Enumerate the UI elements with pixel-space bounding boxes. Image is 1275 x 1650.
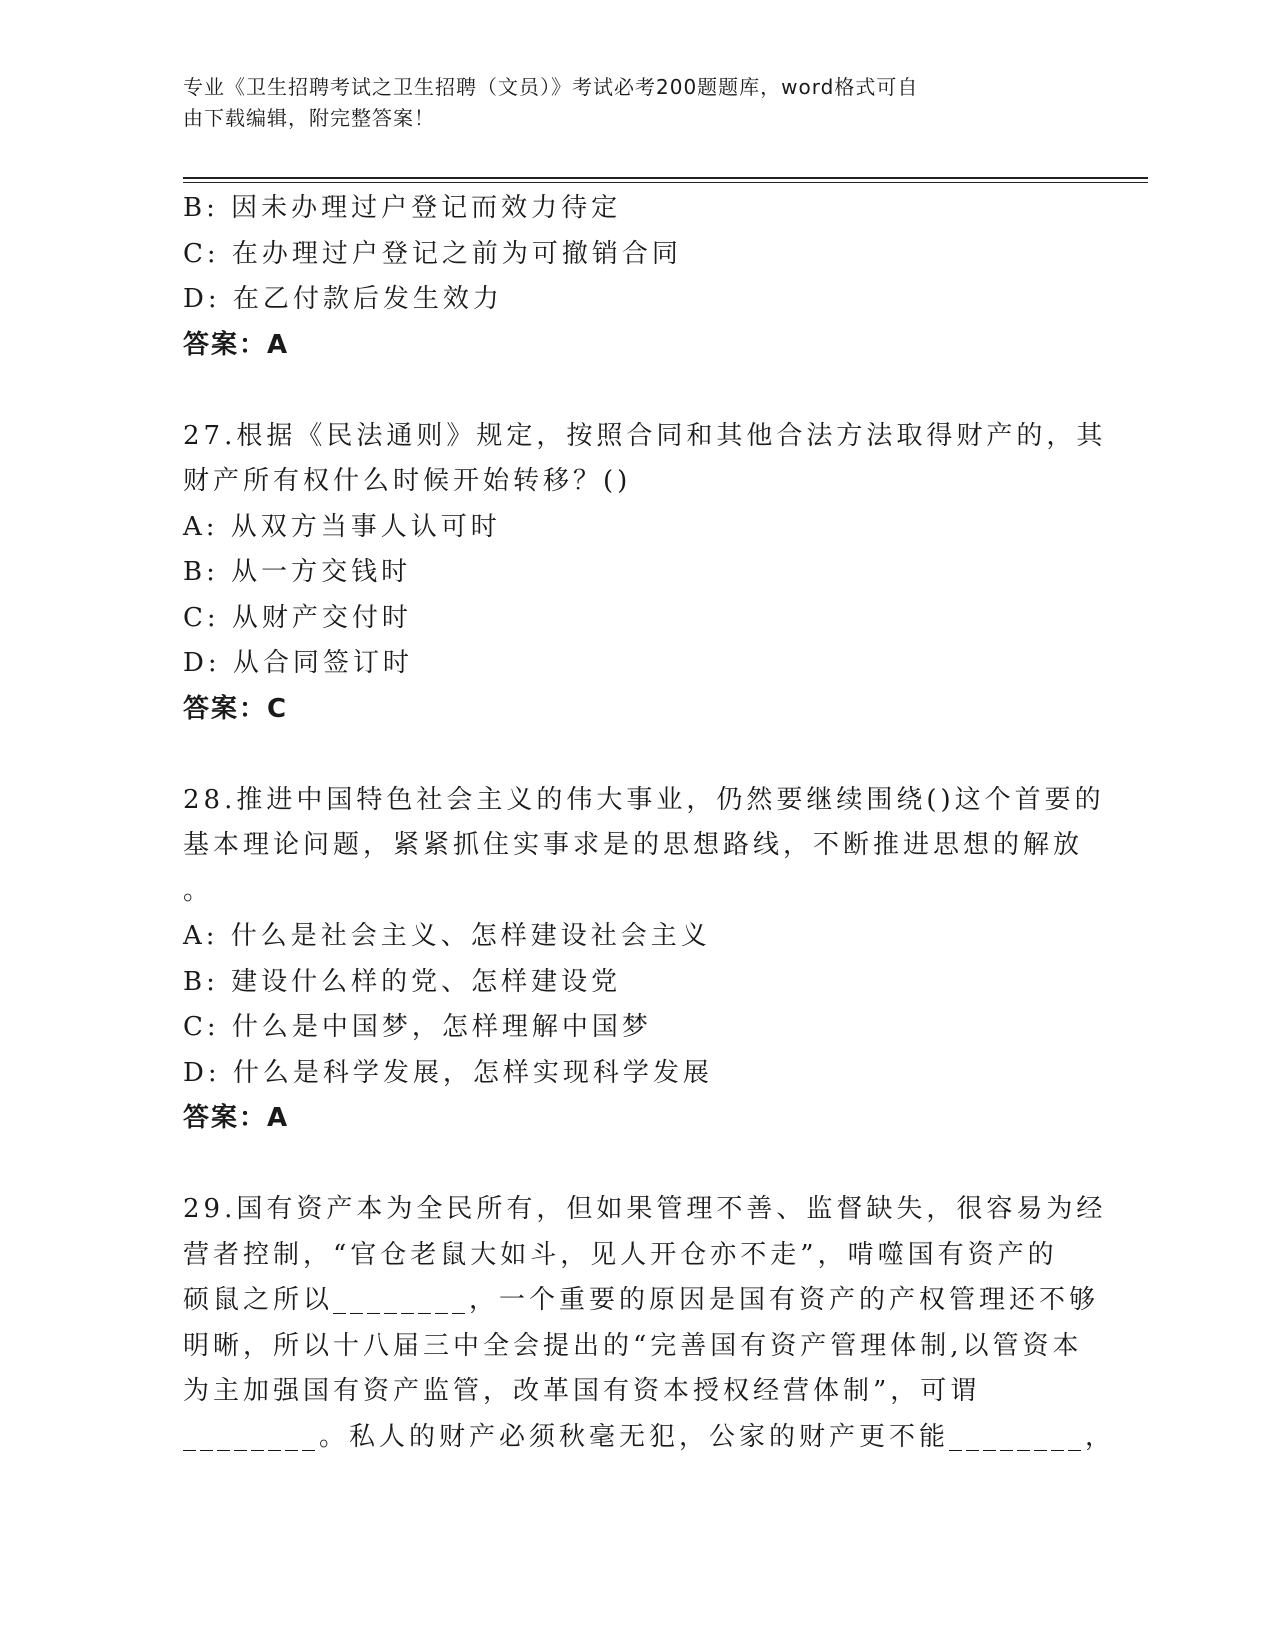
option-a: A: 什么是社会主义、怎样建设社会主义 [183, 921, 711, 951]
header-rule-thick [183, 177, 1148, 179]
answer-line: 答案：C [183, 693, 289, 724]
option-a: A: 从双方当事人认可时 [183, 511, 501, 542]
question-stem-line: 27.根据《民法通则》规定，按照合同和其他合法方法取得财产的，其 [183, 420, 1107, 451]
answer-line: 答案：A [183, 329, 290, 360]
question-stem-line: 财产所有权什么时候开始转移？() [183, 466, 632, 496]
question-stem-line: 28.推进中国特色社会主义的伟大事业，仍然要继续围绕()这个首要的 [183, 784, 1105, 815]
header-rule-thin [183, 182, 1148, 183]
question-stem-line: 29.国有资产本为全民所有，但如果管理不善、监督缺失，很容易为经 [183, 1194, 1107, 1224]
previous-question [183, 186, 1083, 368]
question-stem-line: ________。私人的财产必须秋毫无犯，公家的财产更不能________， [183, 1421, 1116, 1452]
option-b: B: 建设什么样的党、怎样建设党 [183, 966, 622, 997]
option-b: B: 从一方交钱时 [183, 557, 412, 587]
question-27 [183, 414, 1107, 733]
question-stem-line: 。 [183, 875, 214, 906]
option-d: D: 在乙付款后发生效力 [183, 284, 503, 314]
question-content [183, 186, 1116, 1460]
question-28 [183, 778, 1105, 1142]
question-stem-line: 硕鼠之所以________，一个重要的原因是国有资产的产权管理还不够 [183, 1285, 1100, 1315]
question-stem-line: 基本理论问题，紧紧抓住实事求是的思想路线，不断推进思想的解放 [183, 830, 1084, 860]
header-line-2: 由下载编辑，附完整答案！ [183, 106, 435, 130]
option-b: B: 因未办理过户登记而效力待定 [183, 193, 622, 223]
option-c: C: 什么是中国梦，怎样理解中国梦 [183, 1012, 652, 1042]
option-c: C: 从财产交付时 [183, 602, 412, 633]
document-header [183, 72, 1083, 134]
answer-line: 答案：A [183, 1103, 290, 1133]
option-d: D: 什么是科学发展，怎样实现科学发展 [183, 1057, 713, 1088]
header-line-1: 专业《卫生招聘考试之卫生招聘（文员）》考试必考200题题库，word格式可自 [183, 75, 919, 99]
question-29 [183, 1187, 1116, 1460]
question-stem-line: 为主加强国有资产监管，改革国有资本授权经营体制”，可谓 [183, 1376, 981, 1406]
option-d: D: 从合同签订时 [183, 648, 413, 678]
question-stem-line: 明晰，所以十八届三中全会提出的“完善国有资产管理体制,以管资本 [183, 1330, 1083, 1361]
option-c: C: 在办理过户登记之前为可撤销合同 [183, 238, 682, 269]
question-stem-line: 营者控制，“官仓老鼠大如斗，见人开仓亦不走”，啃噬国有资产的 [183, 1239, 1058, 1270]
